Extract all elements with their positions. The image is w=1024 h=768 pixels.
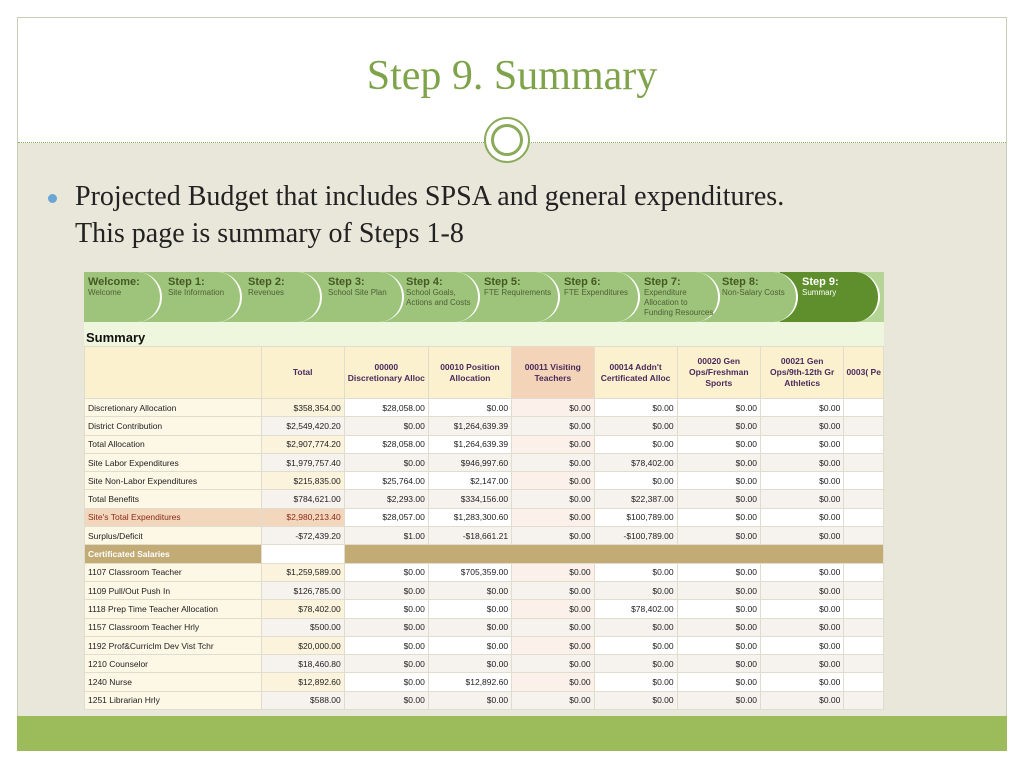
step-title: Step 2: <box>248 276 285 288</box>
step-desc: Site Information <box>168 288 225 297</box>
table-cell <box>844 417 884 435</box>
budget-app-screenshot <box>84 272 884 710</box>
table-cell: $12,892.60 <box>428 673 511 691</box>
table-cell: $0.00 <box>512 563 595 581</box>
table-cell: $0.00 <box>594 636 677 654</box>
table-cell: $1,283,300.60 <box>428 508 511 526</box>
table-cell: $0.00 <box>677 453 760 471</box>
step-title: Step 6: <box>564 276 601 288</box>
section-fill <box>344 545 883 563</box>
row-label: 1109 Pull/Out Push In <box>85 581 262 599</box>
table-row <box>85 600 884 618</box>
summary-header-bar <box>84 322 884 346</box>
table-cell: $0.00 <box>677 655 760 673</box>
table-cell: $0.00 <box>594 417 677 435</box>
row-label: Total Benefits <box>85 490 262 508</box>
table-cell <box>844 581 884 599</box>
table-cell: $2,549,420.20 <box>261 417 344 435</box>
table-cell: $0.00 <box>512 673 595 691</box>
row-label: 1210 Counselor <box>85 655 262 673</box>
table-cell: $0.00 <box>760 563 843 581</box>
row-label: Site Non-Labor Expenditures <box>85 472 262 490</box>
table-cell: $22,387.00 <box>594 490 677 508</box>
table-cell: $0.00 <box>760 673 843 691</box>
table-cell: $0.00 <box>594 563 677 581</box>
column-header: 0003( Pe <box>844 347 884 399</box>
table-cell: $78,402.00 <box>261 600 344 618</box>
step-title: Step 8: <box>722 276 759 288</box>
table-cell: $78,402.00 <box>594 453 677 471</box>
table-cell: $0.00 <box>760 691 843 709</box>
table-cell: $0.00 <box>677 673 760 691</box>
table-cell <box>844 490 884 508</box>
table-row <box>85 673 884 691</box>
summary-table-body <box>85 399 884 710</box>
step-title: Welcome: <box>88 276 140 288</box>
bullet-dot-icon <box>48 194 57 203</box>
table-cell: $0.00 <box>677 563 760 581</box>
row-label: 1251 Librarian Hrly <box>85 691 262 709</box>
table-cell: $0.00 <box>428 399 511 417</box>
table-cell: $0.00 <box>344 691 428 709</box>
header-label-cell <box>85 347 262 399</box>
table-cell: $78,402.00 <box>594 600 677 618</box>
table-cell: $0.00 <box>677 435 760 453</box>
table-cell: $0.00 <box>677 417 760 435</box>
column-header: 00010 Position Allocation <box>428 347 511 399</box>
table-cell: $0.00 <box>344 563 428 581</box>
table-cell: $0.00 <box>344 581 428 599</box>
table-cell: $0.00 <box>594 472 677 490</box>
table-cell: $0.00 <box>760 472 843 490</box>
row-label: 1157 Classroom Teacher Hrly <box>85 618 262 636</box>
step-title: Step 5: <box>484 276 521 288</box>
section-spacer <box>261 545 344 563</box>
table-cell: $0.00 <box>344 673 428 691</box>
table-cell <box>844 472 884 490</box>
step-title: Step 9: <box>802 276 839 288</box>
step-desc: Welcome <box>88 288 122 297</box>
table-cell: $18,460.80 <box>261 655 344 673</box>
table-row <box>85 691 884 709</box>
summary-title: Summary <box>86 330 146 345</box>
table-cell: $0.00 <box>760 581 843 599</box>
table-cell: $28,057.00 <box>344 508 428 526</box>
table-cell: $0.00 <box>428 581 511 599</box>
table-cell: $0.00 <box>512 600 595 618</box>
table-cell: $0.00 <box>677 691 760 709</box>
step-title: Step 1: <box>168 276 205 288</box>
bullet-text: Projected Budget that includes SPSA and general expenditures. This page is summary of Steps 1-8 <box>75 181 785 249</box>
ring-inner <box>491 124 523 156</box>
column-header: Total <box>261 347 344 399</box>
table-cell: $25,764.00 <box>344 472 428 490</box>
table-cell: -$100,789.00 <box>594 527 677 545</box>
table-cell <box>844 399 884 417</box>
table-cell: $0.00 <box>760 399 843 417</box>
table-cell: $0.00 <box>760 417 843 435</box>
table-cell: $0.00 <box>428 636 511 654</box>
table-cell: $0.00 <box>760 600 843 618</box>
table-cell: $0.00 <box>677 636 760 654</box>
table-cell: $1,979,757.40 <box>261 453 344 471</box>
table-cell: $0.00 <box>512 435 595 453</box>
table-cell: $0.00 <box>512 508 595 526</box>
table-cell: $0.00 <box>760 435 843 453</box>
step-desc: School Goals, Actions and Costs <box>406 288 471 307</box>
table-cell: $0.00 <box>594 399 677 417</box>
table-cell: $1,259,589.00 <box>261 563 344 581</box>
table-cell <box>844 618 884 636</box>
table-cell <box>844 453 884 471</box>
table-row <box>85 508 884 526</box>
summary-table <box>84 346 884 710</box>
table-cell: $1.00 <box>344 527 428 545</box>
row-label: Discretionary Allocation <box>85 399 262 417</box>
step-desc: School Site Plan <box>328 288 387 297</box>
table-cell <box>844 691 884 709</box>
table-row <box>85 563 884 581</box>
table-cell: $0.00 <box>760 453 843 471</box>
row-label: Total Allocation <box>85 435 262 453</box>
table-cell: $358,354.00 <box>261 399 344 417</box>
row-label: 1240 Nurse <box>85 673 262 691</box>
table-cell: $0.00 <box>512 618 595 636</box>
table-cell: $0.00 <box>512 490 595 508</box>
row-label: Site's Total Expenditures <box>85 508 262 526</box>
table-row <box>85 399 884 417</box>
table-cell: $2,980,213.40 <box>261 508 344 526</box>
table-cell: $0.00 <box>512 527 595 545</box>
table-cell: $946,997.60 <box>428 453 511 471</box>
table-cell: $0.00 <box>512 636 595 654</box>
table-cell <box>844 563 884 581</box>
table-cell: $0.00 <box>512 417 595 435</box>
table-row <box>85 636 884 654</box>
table-row <box>85 435 884 453</box>
table-cell <box>844 435 884 453</box>
table-cell: $0.00 <box>428 600 511 618</box>
table-cell: $0.00 <box>677 490 760 508</box>
table-row <box>85 655 884 673</box>
table-cell: $0.00 <box>677 527 760 545</box>
table-cell: $588.00 <box>261 691 344 709</box>
table-cell: $0.00 <box>760 490 843 508</box>
table-cell: $0.00 <box>760 527 843 545</box>
table-cell: $0.00 <box>344 600 428 618</box>
table-cell: $0.00 <box>344 453 428 471</box>
table-row <box>85 490 884 508</box>
table-cell: $2,293.00 <box>344 490 428 508</box>
table-cell: $0.00 <box>677 472 760 490</box>
table-cell <box>844 655 884 673</box>
table-cell: $0.00 <box>760 636 843 654</box>
table-cell: $0.00 <box>344 618 428 636</box>
header-row <box>85 347 884 399</box>
table-cell: $0.00 <box>594 618 677 636</box>
table-cell: $0.00 <box>594 655 677 673</box>
column-header: 00021 Gen Ops/9th-12th Gr Athletics <box>760 347 843 399</box>
column-header: 00020 Gen Ops/Freshman Sports <box>677 347 760 399</box>
table-cell: $28,058.00 <box>344 435 428 453</box>
step-desc: FTE Expenditures <box>564 288 629 297</box>
row-label: Site Labor Expenditures <box>85 453 262 471</box>
table-row <box>85 417 884 435</box>
table-cell: $0.00 <box>512 472 595 490</box>
table-cell: $100,789.00 <box>594 508 677 526</box>
table-row <box>85 581 884 599</box>
table-cell: $0.00 <box>760 655 843 673</box>
table-cell: $1,264,639.39 <box>428 417 511 435</box>
section-row <box>85 545 884 563</box>
table-cell: $0.00 <box>677 618 760 636</box>
table-cell: $0.00 <box>677 508 760 526</box>
step-title: Step 4: <box>406 276 443 288</box>
table-cell: $334,156.00 <box>428 490 511 508</box>
table-cell: $0.00 <box>677 581 760 599</box>
table-cell <box>844 600 884 618</box>
table-cell: $0.00 <box>512 581 595 599</box>
row-label: 1192 Prof&Curriclm Dev Vist Tchr <box>85 636 262 654</box>
table-cell: $0.00 <box>594 435 677 453</box>
table-cell <box>844 508 884 526</box>
slide-title: Step 9. Summary <box>366 53 658 99</box>
step-title: Step 3: <box>328 276 365 288</box>
row-label: 1107 Classroom Teacher <box>85 563 262 581</box>
table-cell: $0.00 <box>512 655 595 673</box>
table-row <box>85 453 884 471</box>
table-row <box>85 527 884 545</box>
table-cell: $1,264,639.39 <box>428 435 511 453</box>
column-header: 00014 Addn't Certificated Alloc <box>594 347 677 399</box>
table-cell: $0.00 <box>594 691 677 709</box>
step-desc: Non-Salary Costs <box>722 288 785 297</box>
table-cell: -$72,439.20 <box>261 527 344 545</box>
step-navigation <box>84 272 884 322</box>
step-desc: Summary <box>802 288 837 297</box>
table-cell: -$18,661.21 <box>428 527 511 545</box>
section-label: Certificated Salaries <box>85 545 262 563</box>
table-cell <box>844 527 884 545</box>
table-cell: $28,058.00 <box>344 399 428 417</box>
table-cell: $784,621.00 <box>261 490 344 508</box>
table-cell: $0.00 <box>512 691 595 709</box>
column-header: 00011 Visiting Teachers <box>512 347 595 399</box>
column-header: 00000 Discretionary Alloc <box>344 347 428 399</box>
row-label: 1118 Prep Time Teacher Allocation <box>85 600 262 618</box>
table-cell: $2,147.00 <box>428 472 511 490</box>
table-cell: $20,000.00 <box>261 636 344 654</box>
table-cell: $0.00 <box>512 453 595 471</box>
table-row <box>85 618 884 636</box>
table-cell: $0.00 <box>344 655 428 673</box>
table-cell: $0.00 <box>594 673 677 691</box>
table-cell: $500.00 <box>261 618 344 636</box>
table-cell: $0.00 <box>677 399 760 417</box>
table-cell: $0.00 <box>677 600 760 618</box>
table-cell: $126,785.00 <box>261 581 344 599</box>
table-cell: $215,835.00 <box>261 472 344 490</box>
table-row <box>85 472 884 490</box>
step-desc: FTE Requirements <box>484 288 552 297</box>
step-desc: Expenditure Allocation to Funding Resources <box>644 288 714 317</box>
table-cell: $0.00 <box>428 691 511 709</box>
table-cell: $0.00 <box>760 618 843 636</box>
table-cell <box>844 636 884 654</box>
footer-bar <box>17 716 1007 751</box>
table-cell: $12,892.60 <box>261 673 344 691</box>
table-cell: $0.00 <box>344 636 428 654</box>
table-cell: $0.00 <box>594 581 677 599</box>
table-cell: $0.00 <box>760 508 843 526</box>
table-cell: $705,359.00 <box>428 563 511 581</box>
step-title: Step 7: <box>644 276 681 288</box>
step-desc: Revenues <box>248 288 285 297</box>
table-cell: $0.00 <box>428 618 511 636</box>
row-label: Surplus/Deficit <box>85 527 262 545</box>
step-welcome[interactable] <box>84 272 162 322</box>
table-cell: $0.00 <box>512 399 595 417</box>
table-cell: $0.00 <box>344 417 428 435</box>
divider-ring-icon <box>484 117 530 163</box>
table-cell: $2,907,774.20 <box>261 435 344 453</box>
row-label: District Contribution <box>85 417 262 435</box>
table-cell: $0.00 <box>428 655 511 673</box>
table-cell <box>844 673 884 691</box>
